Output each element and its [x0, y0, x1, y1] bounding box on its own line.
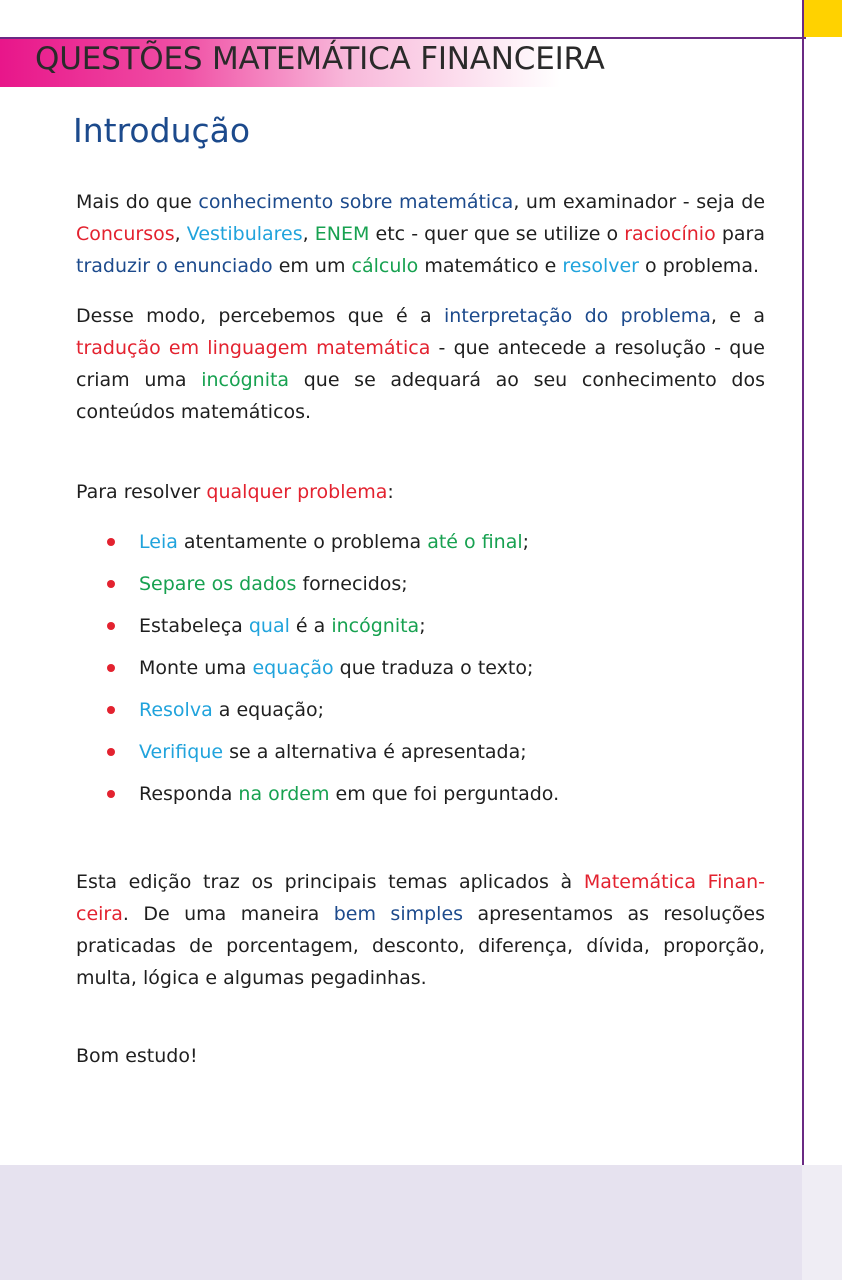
text-run: em um: [272, 255, 352, 277]
highlight-text: Verifique: [139, 741, 224, 763]
highlight-text: até o final: [427, 531, 523, 553]
text-run: - que antecede a resolução - que criam uma: [76, 337, 765, 391]
list-item: [76, 778, 765, 820]
bullet-icon: [107, 538, 115, 546]
footer-band: [0, 1165, 842, 1280]
highlight-text: cálculo: [351, 255, 419, 277]
text-run: matemático e: [418, 255, 563, 277]
footer-edge: [802, 1165, 842, 1280]
interpretation-paragraph: [76, 300, 765, 428]
text-run: Responda: [139, 783, 239, 805]
text-run: se a alternativa é apresentada;: [223, 741, 527, 763]
highlight-text: Leia: [139, 531, 178, 553]
text-run: , um examinador - seja de: [513, 191, 766, 213]
text-run: apresentamos as resoluções praticadas de porcentagem, desconto, diferença, dívida, proporção, multa, lógica e algumas pegadinhas.: [76, 903, 765, 989]
highlight-text: raciocínio: [624, 223, 716, 245]
highlight-text: conhecimento sobre matemática: [198, 191, 514, 213]
text-run: é a: [289, 615, 332, 637]
text-run: ;: [522, 531, 530, 553]
text-run: atentamente o problema: [177, 531, 428, 553]
text-run: fornecidos;: [296, 573, 408, 595]
highlight-text: interpretação do problema: [444, 305, 711, 327]
closing-text: Bom estudo!: [76, 1045, 198, 1067]
highlight-text: Separe os dados: [139, 573, 297, 595]
highlight-text: Matemática Finan-ceira: [76, 871, 766, 925]
text-run: , e a: [710, 305, 765, 327]
bullet-icon: [107, 790, 115, 798]
highlight-text: qualquer problema: [206, 481, 388, 503]
text-run: que traduza o texto;: [333, 657, 534, 679]
list-item: [76, 694, 765, 736]
intro-paragraph: [76, 186, 765, 282]
highlight-text: incógnita: [331, 615, 420, 637]
highlight-text: na ordem: [238, 783, 330, 805]
corner-tab: [804, 0, 842, 37]
list-item: [76, 652, 765, 694]
text-run: em que foi perguntado.: [329, 783, 560, 805]
bullet-icon: [107, 706, 115, 714]
text-run: :: [387, 481, 394, 503]
text-run: ,: [302, 223, 315, 245]
text-run: que se adequará ao seu conhecimento dos conteúdos matemáticos.: [76, 369, 765, 423]
text-run: Estabeleça: [139, 615, 249, 637]
text-run: Desse modo, percebemos que é a: [76, 305, 445, 327]
section-heading: Introdução: [73, 111, 251, 150]
bullet-icon: [107, 580, 115, 588]
steps-list: [76, 526, 765, 820]
highlight-text: tradução em linguagem matemática: [76, 337, 431, 359]
text-run: ,: [174, 223, 187, 245]
highlight-text: ENEM: [314, 223, 370, 245]
steps-intro: [76, 476, 765, 508]
highlight-text: traduzir o enunciado: [76, 255, 273, 277]
highlight-text: Vestibulares: [186, 223, 303, 245]
document-body: [76, 186, 765, 1072]
text-run: etc - quer que se utilize o: [369, 223, 625, 245]
text-run: para: [715, 223, 765, 245]
text-run: Mais do que: [76, 191, 199, 213]
list-item: [76, 610, 765, 652]
text-run: Esta edição traz os principais temas aplicados à: [76, 871, 584, 893]
highlight-text: resolver: [562, 255, 639, 277]
list-item: [76, 736, 765, 778]
edition-paragraph: [76, 866, 765, 994]
bullet-icon: [107, 748, 115, 756]
text-run: a equação;: [212, 699, 325, 721]
bullet-icon: [107, 622, 115, 630]
text-run: Para resolver: [76, 481, 207, 503]
text-run: ;: [419, 615, 426, 637]
highlight-text: Resolva: [139, 699, 213, 721]
bullet-icon: [107, 664, 115, 672]
highlight-text: Concursos: [76, 223, 175, 245]
text-run: o problema.: [639, 255, 760, 277]
text-run: Monte uma: [139, 657, 253, 679]
highlight-text: incógnita: [201, 369, 290, 391]
text-run: . De uma maneira: [122, 903, 334, 925]
list-item: [76, 568, 765, 610]
side-rule: [802, 0, 804, 1165]
highlight-text: bem simples: [333, 903, 464, 925]
highlight-text: equação: [252, 657, 334, 679]
list-item: [76, 526, 765, 568]
highlight-text: qual: [248, 615, 290, 637]
page-title: QUESTÕES MATEMÁTICA FINANCEIRA: [35, 41, 605, 77]
